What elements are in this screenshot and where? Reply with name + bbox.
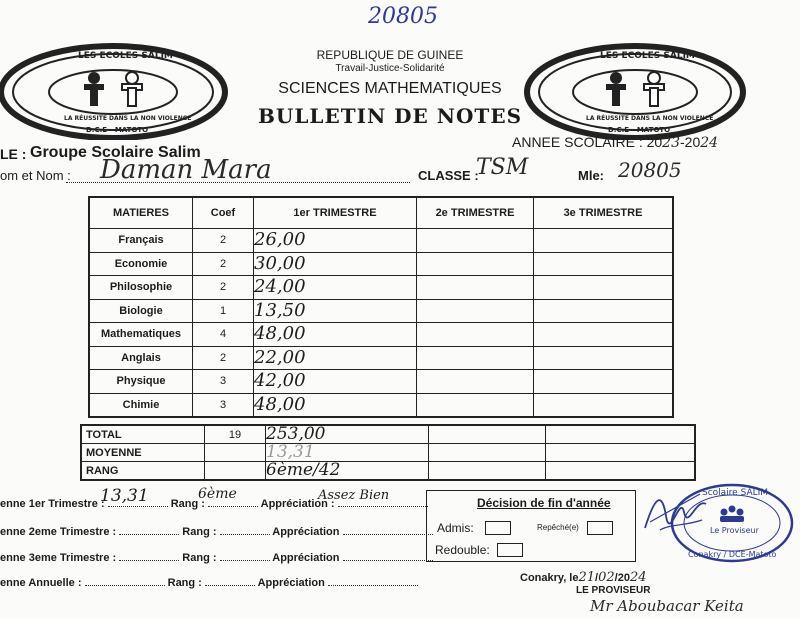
dotted-line xyxy=(119,550,179,561)
table-row xyxy=(89,393,673,417)
dotted-line xyxy=(343,550,433,561)
total-t1: 253,00 xyxy=(266,425,429,444)
dotted-line xyxy=(119,524,179,535)
moyenne-label: MOYENNE xyxy=(81,444,205,462)
classe-value: TSM xyxy=(476,155,529,180)
decision-box xyxy=(426,490,636,562)
annee-scolaire xyxy=(512,134,718,151)
note-t3-cell xyxy=(534,252,674,276)
date-month: 02 xyxy=(598,570,615,585)
table-row xyxy=(89,252,673,276)
note-t1-cell: 26,00 xyxy=(254,229,417,253)
note-t3-cell xyxy=(534,229,674,253)
appreciation-label: Appréciation xyxy=(272,526,340,538)
table-row xyxy=(89,323,673,347)
annee-year1: 23 xyxy=(662,135,680,151)
appreciation-label: Appréciation xyxy=(272,552,340,564)
table-row xyxy=(89,370,673,394)
dotted-line xyxy=(328,575,418,586)
repeche-checkbox[interactable] xyxy=(587,521,613,535)
summary-trimestre-2 xyxy=(0,524,433,538)
summary-annuelle xyxy=(0,575,418,589)
classe-label: CLASSE : xyxy=(418,168,479,183)
date-line: Conakry, le21/02/2024 xyxy=(520,570,647,585)
total-t2 xyxy=(429,425,546,444)
header-trimestre-3: 3e TRIMESTRE xyxy=(534,197,674,229)
proviseur-label: LE PROVISEUR xyxy=(576,585,651,596)
dotted-line xyxy=(220,550,270,561)
logo-bottom-text: D.C.E - MATOTO xyxy=(608,126,671,134)
stamp-middle-text: Le Proviseur xyxy=(710,526,759,535)
rang-coef xyxy=(205,462,266,481)
rang-label: Rang : xyxy=(170,498,205,510)
coef-cell: 3 xyxy=(193,393,254,417)
logo-arc-text: LES ECOLES SALIM xyxy=(78,51,173,61)
appreciation-label: Appréciation : xyxy=(260,498,335,510)
note-t1-cell: 22,00 xyxy=(254,346,417,370)
matiere-cell: Physique xyxy=(89,370,193,394)
school-logo-right xyxy=(520,40,750,140)
coef-cell: 3 xyxy=(193,370,254,394)
moyenne-t2 xyxy=(429,444,546,462)
note-t2-cell xyxy=(417,252,534,276)
decision-title: Décision de fin d'année xyxy=(477,496,611,510)
header-coef: Coef xyxy=(193,197,254,229)
note-t2-cell xyxy=(417,276,534,300)
rang-row xyxy=(81,462,695,481)
summary-t1-moyenne: 13,31 xyxy=(100,486,149,506)
note-t1-cell: 13,50 xyxy=(254,299,417,323)
annee-label: ANNEE SCOLAIRE : 20 xyxy=(512,134,663,150)
total-coef: 19 xyxy=(205,425,266,444)
note-t2-cell xyxy=(417,323,534,347)
totals-table xyxy=(80,424,696,481)
matiere-cell: Biologie xyxy=(89,299,193,323)
matiere-cell: Chimie xyxy=(89,393,193,417)
note-t1-cell: 30,00 xyxy=(254,252,417,276)
note-t3-cell xyxy=(534,299,674,323)
moyenne-t3 xyxy=(546,444,696,462)
moyenne-row xyxy=(81,444,695,462)
dotted-line xyxy=(85,575,165,586)
rang-label: Rang : xyxy=(167,577,202,589)
annee-sep: -20 xyxy=(680,134,701,150)
proviseur-name: Mr Aboubacar Keita xyxy=(590,597,744,615)
stamp-bottom-text: Conakry / DCE-Matoto xyxy=(688,550,777,559)
date-year-prefix: 20 xyxy=(617,572,630,584)
coef-cell: 2 xyxy=(193,346,254,370)
note-t1-cell: 42,00 xyxy=(254,370,417,394)
note-t3-cell xyxy=(534,346,674,370)
appreciation-label: Appréciation xyxy=(257,577,325,589)
dotted-line xyxy=(205,575,255,586)
note-t1-cell: 24,00 xyxy=(254,276,417,300)
eleve-label: om et Nom : xyxy=(0,168,71,183)
rang-t1: 6ème/42 xyxy=(266,462,429,481)
moyenne-t1: 13,31 xyxy=(266,444,429,462)
summary-t2-label: enne 2eme Trimestre : xyxy=(0,526,117,538)
redouble-label: Redouble: xyxy=(435,543,490,557)
total-t3 xyxy=(546,425,696,444)
eleve-name: Daman Mara xyxy=(100,155,272,185)
note-t3-cell xyxy=(534,370,674,394)
annee-year2: 24 xyxy=(700,135,719,151)
ecole-label: LE : xyxy=(0,146,27,162)
table-row xyxy=(89,229,673,253)
coef-cell: 1 xyxy=(193,299,254,323)
school-logo-left xyxy=(0,40,228,140)
header-trimestre-1: 1er TRIMESTRE xyxy=(254,197,417,229)
reference-number: 20805 xyxy=(368,4,438,29)
total-row xyxy=(81,425,695,444)
rang-t3 xyxy=(546,462,696,481)
note-t2-cell xyxy=(417,370,534,394)
moyenne-coef xyxy=(205,444,266,462)
date-day: 21 xyxy=(578,570,596,585)
header-section: SCIENCES MATHEMATIQUES xyxy=(278,80,502,97)
summary-annuelle-label: enne Annuelle : xyxy=(0,577,82,589)
matiere-cell: Philosophie xyxy=(89,276,193,300)
summary-trimestre-3 xyxy=(0,550,433,564)
conakry-label: Conakry, le xyxy=(520,572,579,584)
table-row xyxy=(89,299,673,323)
logo-ring-text: LA RÉUSSITE DANS LA NON VIOLENCE xyxy=(64,115,192,122)
summary-t1-appreciation: Assez Bien xyxy=(318,488,390,503)
table-header-row xyxy=(89,197,673,229)
rang-t2 xyxy=(429,462,546,481)
note-t2-cell xyxy=(417,393,534,417)
logo-arc-text: LES ECOLES SALIM xyxy=(600,51,695,61)
note-t2-cell xyxy=(417,299,534,323)
rang-label: RANG xyxy=(81,462,205,481)
note-t2-cell xyxy=(417,346,534,370)
matiere-cell: Anglais xyxy=(89,346,193,370)
redouble-checkbox[interactable] xyxy=(497,543,523,557)
coef-cell: 4 xyxy=(193,323,254,347)
admis-label: Admis: xyxy=(437,521,474,535)
note-t3-cell xyxy=(534,276,674,300)
note-t1-cell: 48,00 xyxy=(254,323,417,347)
stamp-figures-icon xyxy=(720,506,744,523)
document-title: BULLETIN DE NOTES xyxy=(257,104,523,128)
header-republic: REPUBLIQUE DE GUINEE xyxy=(316,48,464,62)
summary-t1-rang: 6ème xyxy=(198,486,237,502)
signature xyxy=(640,486,710,536)
rang-label: Rang : xyxy=(182,552,217,564)
logo-bottom-text: D.C.E - MATOTO xyxy=(86,126,149,134)
header-matieres: MATIERES xyxy=(89,197,193,229)
stamp-top-text: Scolaire SALIM xyxy=(702,488,769,498)
admis-checkbox[interactable] xyxy=(485,521,511,535)
repeche-label: Repêché(e) xyxy=(537,523,579,532)
coef-cell: 2 xyxy=(193,252,254,276)
dotted-line xyxy=(220,524,270,535)
table-row xyxy=(89,346,673,370)
note-t3-cell xyxy=(534,393,674,417)
note-t1-cell: 48,00 xyxy=(254,393,417,417)
total-label: TOTAL xyxy=(81,425,205,444)
table-row xyxy=(89,276,673,300)
matiere-cell: Français xyxy=(89,229,193,253)
ecole-value: Groupe Scolaire Salim xyxy=(30,144,201,161)
note-t2-cell xyxy=(417,229,534,253)
summary-t1-label: enne 1er Trimestre : xyxy=(0,498,105,510)
matiere-cell: Mathematiques xyxy=(89,323,193,347)
dotted-line xyxy=(343,524,433,535)
logo-ring-text: LA RÉUSSITE DANS LA NON VIOLENCE xyxy=(586,115,714,122)
note-t3-cell xyxy=(534,323,674,347)
matricule-value: 20805 xyxy=(618,158,682,182)
header-trimestre-2: 2e TRIMESTRE xyxy=(417,197,534,229)
header-motto: Travail-Justice-Solidarité xyxy=(335,63,445,74)
matricule-label: Mle: xyxy=(578,168,604,183)
coef-cell: 2 xyxy=(193,229,254,253)
date-year: 24 xyxy=(629,570,647,585)
rang-label: Rang : xyxy=(182,526,217,538)
coef-cell: 2 xyxy=(193,276,254,300)
grades-table xyxy=(88,196,674,418)
matiere-cell: Economie xyxy=(89,252,193,276)
summary-t3-label: enne 3eme Trimestre : xyxy=(0,552,117,564)
